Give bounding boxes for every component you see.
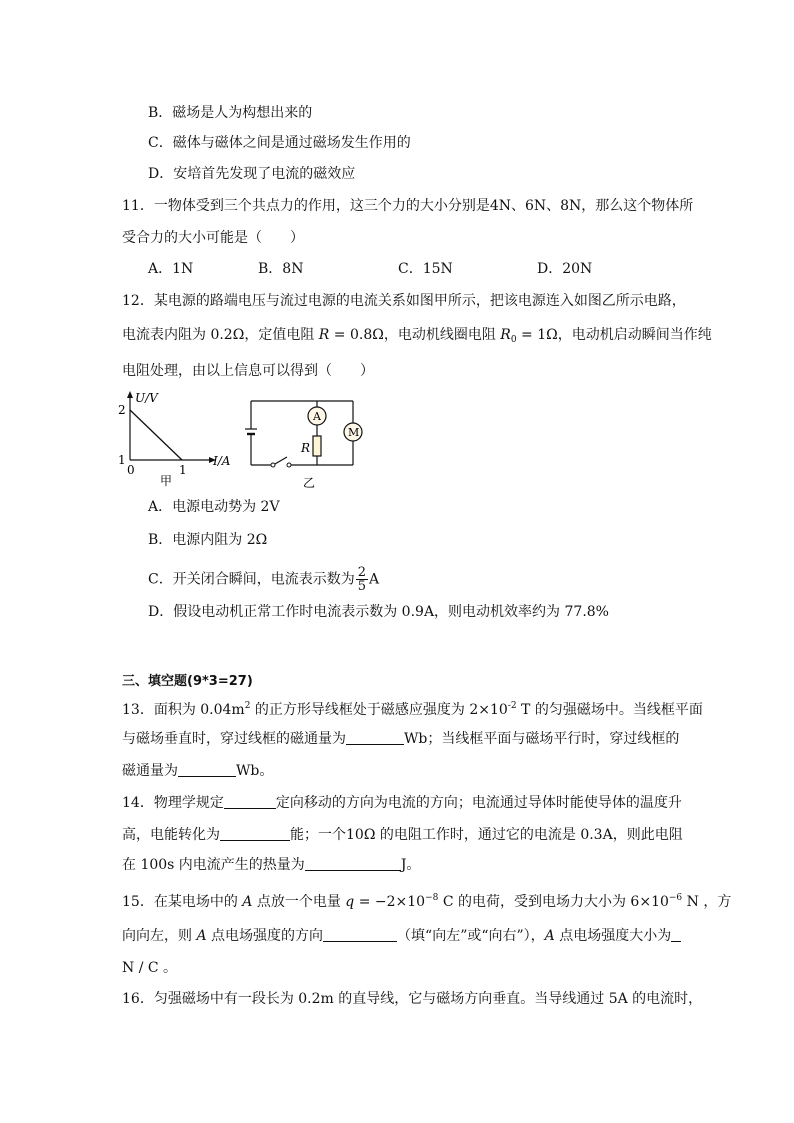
q14-line3 bbox=[122, 855, 420, 875]
q15-l1-sup2: −6 bbox=[668, 893, 683, 903]
q15-l2-a: 向向左，则 bbox=[122, 928, 197, 944]
q12-option-c-unit: A bbox=[369, 571, 380, 588]
q14-l1-b: 定向移动的方向为电流的方向；电流通过导体时能使导体的温度升 bbox=[275, 795, 682, 811]
q12-line2-a: 电流表内阻为 0.2Ω，定值电阻 bbox=[122, 327, 319, 343]
q14-blank-2[interactable] bbox=[220, 826, 290, 841]
jia-y-axis-label: U/V bbox=[135, 391, 158, 405]
q14-l2-b: 能；一个10Ω 的电阻工作时，通过它的电流是 0.3A，则此电阻 bbox=[290, 827, 683, 843]
jia-x-tick: 1 bbox=[179, 463, 187, 477]
q13-l2-a: 与磁场垂直时，穿过线框的磁通量为 bbox=[122, 731, 346, 747]
q13-l1-c: T 的匀强磁场中。当线框平面 bbox=[516, 702, 703, 718]
q13-l1-b: 的正方形导线框处于磁感应强度为 2×10 bbox=[250, 702, 508, 718]
q12-option-c-fraction bbox=[356, 566, 368, 593]
q12-option-c-text: C．开关闭合瞬间，电流表示数为 bbox=[148, 571, 355, 588]
jia-caption: 甲 bbox=[160, 474, 173, 488]
q13-l3-a: 磁通量为 bbox=[122, 763, 178, 779]
q15-line3: N / C 。 bbox=[122, 960, 178, 976]
q12-stem-line2 bbox=[122, 325, 712, 350]
q12-option-b: B．电源内阻为 2Ω bbox=[148, 532, 268, 548]
q13-line1 bbox=[122, 696, 703, 720]
q11-stem-line1: 11．一物体受到三个共点力的作用，这三个力的大小分别是4N、6N、8N，那么这个物体所 bbox=[122, 198, 694, 214]
q14-l1-a: 14．物理学规定 bbox=[122, 795, 224, 811]
q15-l2-b: 点电场强度的方向 bbox=[206, 928, 324, 944]
q12-option-c bbox=[148, 566, 379, 593]
fraction-numerator: 2 bbox=[357, 565, 366, 580]
q13-blank-1[interactable] bbox=[346, 730, 404, 745]
q11-option-b: B．8N bbox=[258, 261, 304, 277]
q13-l2-b: Wb；当线框平面与磁场平行时，穿过线框的 bbox=[404, 731, 680, 747]
q12-option-a: A．电源电动势为 2V bbox=[148, 499, 280, 515]
q13-l1-sup: 2 bbox=[244, 701, 251, 711]
q10-option-d: D．安培首先发现了电流的磁效应 bbox=[148, 166, 356, 182]
q15-var-q: q bbox=[345, 894, 355, 910]
q12-stem-line3: 电阻处理，由以上信息可以得到（ ） bbox=[122, 363, 374, 379]
q14-line2 bbox=[122, 825, 683, 845]
ammeter-label: A bbox=[313, 410, 321, 423]
yi-caption: 乙 bbox=[303, 476, 316, 490]
q13-line3 bbox=[122, 761, 273, 781]
q15-point-a: A bbox=[242, 894, 253, 910]
q15-l1-a: 15．在某电场中的 bbox=[122, 894, 243, 910]
q15-blank-2[interactable] bbox=[671, 927, 681, 942]
q13-l1-sup2: -2 bbox=[507, 701, 517, 711]
q15-line1 bbox=[122, 888, 731, 912]
q15-l1-sup: −8 bbox=[425, 893, 439, 903]
q12-line2-b: = 0.8Ω，电动机线圈电阻 bbox=[329, 327, 501, 343]
q12-var-r0-sub: 0 bbox=[510, 335, 517, 345]
figure-jia-ui-graph bbox=[115, 388, 240, 488]
section-3-title: 三、填空题(9*3=27) bbox=[122, 674, 253, 689]
q11-stem-line2: 受合力的大小可能是（ ） bbox=[122, 230, 304, 246]
q12-line2-c: = 1Ω，电动机启动瞬间当作纯 bbox=[516, 327, 712, 343]
q16-line1: 16．匀强磁场中有一段长为 0.2m 的直导线，它与磁场方向垂直。当导线通过 5A 的电流时， bbox=[122, 991, 703, 1007]
q11-option-a: A．1N bbox=[148, 261, 194, 277]
q14-l3-a: 在 100s 内电流产生的热量为 bbox=[122, 857, 305, 873]
q15-blank-1[interactable] bbox=[323, 927, 397, 942]
resistor-label: R bbox=[301, 441, 311, 455]
q12-option-d: D．假设电动机正常工作时电流表示数为 0.9A，则电动机效率约为 77.8% bbox=[148, 604, 609, 620]
q11-option-c: C．15N bbox=[398, 261, 453, 277]
fraction-denominator: 5 bbox=[357, 579, 366, 594]
q14-line1 bbox=[122, 793, 682, 813]
q13-blank-2[interactable] bbox=[178, 762, 236, 777]
q14-l3-b: J。 bbox=[400, 857, 421, 873]
q15-l1-c: = −2×10 bbox=[354, 894, 426, 910]
q13-l3-b: Wb。 bbox=[236, 763, 274, 779]
q10-option-c: C．磁体与磁体之间是通过磁场发生作用的 bbox=[148, 135, 411, 151]
q15-l1-e: N ，方 bbox=[682, 894, 732, 910]
q15-l2-c: （填“向左”或“向右”）， bbox=[397, 928, 545, 944]
q11-option-d: D．20N bbox=[537, 261, 593, 277]
q15-point-a-3: A bbox=[544, 928, 555, 944]
jia-origin: 0 bbox=[127, 463, 135, 477]
q15-l1-d: C 的电荷，受到电场力大小为 6×10 bbox=[438, 894, 669, 910]
q12-var-r0: R bbox=[500, 327, 511, 343]
q15-l1-b: 点放一个电量 bbox=[252, 894, 346, 910]
q13-line2 bbox=[122, 729, 679, 749]
figure-yi-circuit bbox=[245, 393, 370, 491]
jia-x-axis-label: I/A bbox=[213, 454, 231, 468]
q14-blank-3[interactable] bbox=[305, 856, 401, 871]
jia-y-tick-bottom: 1 bbox=[118, 453, 126, 467]
q15-line2 bbox=[122, 926, 681, 946]
q15-l2-d: 点电场强度大小为 bbox=[554, 928, 672, 944]
q12-var-r: R bbox=[318, 327, 330, 343]
q10-option-b: B．磁场是人为构想出来的 bbox=[148, 105, 313, 121]
q15-point-a-2: A bbox=[196, 928, 207, 944]
q14-blank-1[interactable] bbox=[224, 794, 276, 809]
q12-stem-line1: 12．某电源的路端电压与流过电源的电流关系如图甲所示，把该电源连入如图乙所示电路， bbox=[122, 293, 686, 309]
motor-label: M bbox=[348, 426, 360, 439]
jia-y-tick-top: 2 bbox=[118, 403, 126, 417]
q13-l1-a: 13．面积为 0.04m bbox=[122, 702, 245, 718]
q14-l2-a: 高，电能转化为 bbox=[122, 827, 220, 843]
